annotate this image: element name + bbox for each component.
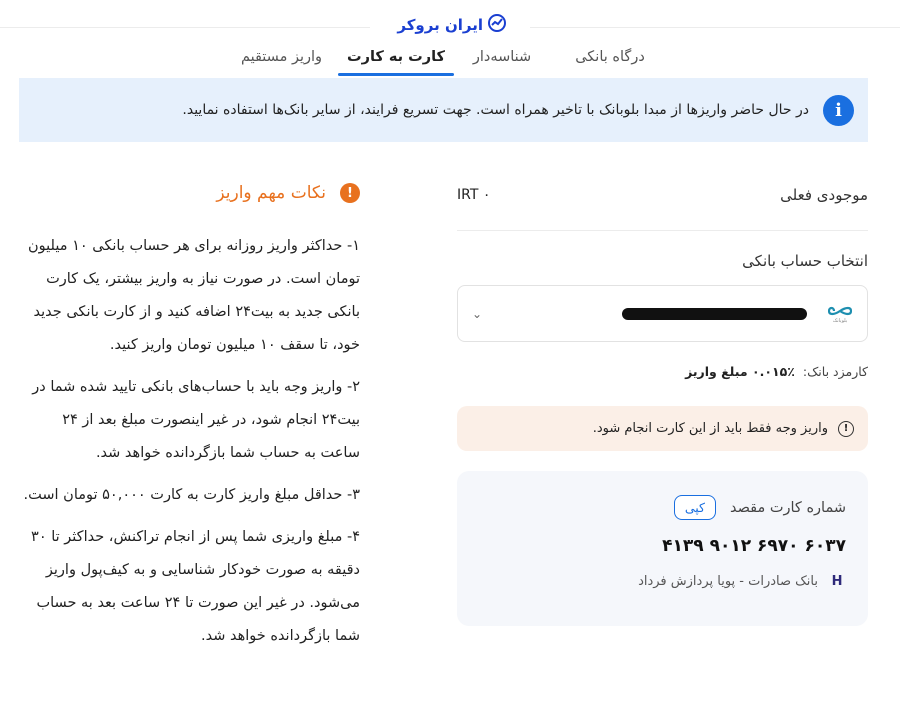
fee-label: کارمزد بانک: <box>802 364 868 379</box>
card-title: شماره کارت مقصد <box>729 499 846 516</box>
header-divider-left <box>0 27 370 28</box>
bank-account-select[interactable] <box>457 285 868 342</box>
exclamation-circle-icon: ! <box>838 421 854 437</box>
notes-list <box>20 230 360 662</box>
warning-text: واریز وجه فقط باید از این کارت انجام شود. <box>592 421 828 436</box>
deposit-method-tabs <box>225 38 670 76</box>
balance-label: موجودی فعلی <box>780 186 868 204</box>
fee-value: ۰.۰۱۵٪ مبلغ واریز <box>685 364 795 379</box>
info-banner <box>19 78 868 142</box>
bank-saderat-icon: H <box>831 573 843 589</box>
tab-identified-deposit[interactable]: شناسه‌دار <box>472 49 532 65</box>
info-icon: i <box>823 95 854 126</box>
banner-text: در حال حاضر واریزها از مبدا بلوبانک با تاخیر همراه است. جهت تسریع فرایند، از سایر بانک‌ها استفاده نمایید. <box>182 102 809 118</box>
card-number: ۶۰۳۷ ۶۹۷۰ ۹۰۱۲ ۴۱۳۹ <box>662 536 846 556</box>
balance-row <box>457 180 868 210</box>
masked-account-number <box>622 308 807 320</box>
blubank-logo-icon: بلوبانک <box>827 301 853 327</box>
section-divider <box>457 230 868 231</box>
bank-account-label: انتخاب حساب بانکی <box>742 252 868 270</box>
tab-card-to-card[interactable]: کارت به کارت <box>338 38 454 76</box>
bank-name: بانک صادرات - پویا پردازش فرداد <box>638 573 818 589</box>
balance-value: IRT ۰ <box>457 187 491 203</box>
note-item: ۱- حداکثر واریز روزانه برای هر حساب بانکی ۱۰ میلیون تومان است. در صورت نیاز به واریز بیشتر، یک کارت بانکی جدید به بیت۲۴ اضافه کنید و از کارت بانکی جدید خود، تا سقف ۱۰ میلیون تومان واریز کنید. <box>28 238 360 353</box>
tab-bank-gateway[interactable]: درگاه بانکی <box>575 49 645 65</box>
tab-direct-deposit[interactable]: واریز مستقیم <box>240 49 323 65</box>
note-item: ۳- حداقل مبلغ واریز کارت به کارت ۵۰,۰۰۰ تومان است. <box>23 487 360 503</box>
header-divider-right <box>530 27 900 28</box>
note-item: ۴- مبلغ واریزی شما پس از انجام تراکنش، حداکثر تا ۳۰ دقیقه به صورت خودکار شناسایی و به کیف‌پول واریز می‌شود. در غیر این صورت تا ۲۴ ساعت بعد به حساب شما بازگردانده خواهد شد. <box>31 529 360 644</box>
notes-header <box>20 183 360 203</box>
warning-notice <box>457 406 868 451</box>
brand-name: ایران بروکر <box>397 16 483 34</box>
notes-title: نکات مهم واریز <box>216 183 326 203</box>
copy-button[interactable]: کپی <box>674 495 716 520</box>
bank-fee <box>457 364 868 379</box>
chevron-down-icon[interactable]: ⌄ <box>472 306 483 321</box>
destination-card <box>457 471 868 626</box>
chart-check-icon <box>487 13 507 37</box>
note-item: ۲- واریز وجه باید با حساب‌های بانکی تایید شده شما در بیت۲۴ انجام شود، در غیر اینصورت مبلغ بعد از ۲۴ ساعت به حساب شما بازگردانده خواهد شد. <box>32 379 360 461</box>
exclamation-icon: ! <box>340 183 360 203</box>
brand-logo[interactable] <box>395 14 507 36</box>
